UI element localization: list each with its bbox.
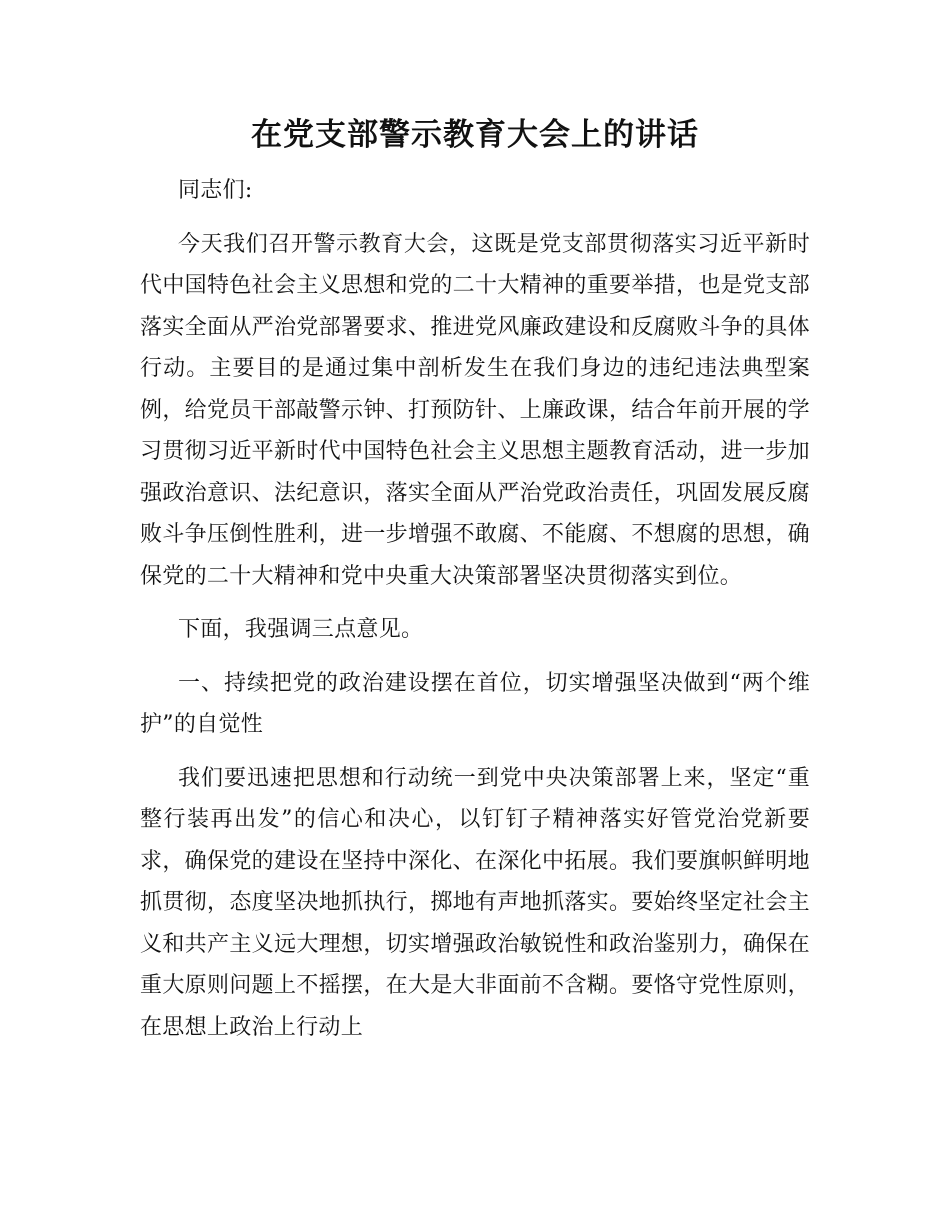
paragraph-transition: 下面，我强调三点意见。 bbox=[178, 617, 424, 642]
document-body bbox=[140, 170, 810, 1048]
document-title: 在党支部警示教育大会上的讲话 bbox=[251, 117, 699, 153]
section-heading-1: 一、持续把党的政治建设摆在首位，切实增强坚决做到“两个维护”的自觉性 bbox=[140, 670, 810, 737]
salutation: 同志们: bbox=[178, 178, 253, 203]
paragraph-section-1: 我们要迅速把思想和行动统一到党中央决策部署上来，坚定“重整行装再出发”的信心和决心，以钉钉子精神落实好管党治党新要求，确保党的建设在坚持中深化、在深化中拓展。我们要旗帜鲜明地抓贯彻，态度坚决地抓执行，掷地有声地抓落实。要始终坚定社会主义和共产主义远大理想，切实增强政治敏锐性和政治鉴别力，确保在重大原则问题上不摇摆，在大是大非面前不含糊。要恪守党性原则，在思想上政治上行动上 bbox=[140, 765, 810, 1040]
paragraph-intro: 今天我们召开警示教育大会，这既是党支部贯彻落实习近平新时代中国特色社会主义思想和党的二十大精神的重要举措，也是党支部落实全面从严治党部署要求、推进党风廉政建设和反腐败斗争的具体行动。主要目的是通过集中剖析发生在我们身边的违纪违法典型案例，给党员干部敲警示钟、打预防针、上廉政课，结合年前开展的学习贯彻习近平新时代中国特色社会主义思想主题教育活动，进一步加强政治意识、法纪意识，落实全面从严治党政治责任，巩固发展反腐败斗争压倒性胜利，进一步增强不敢腐、不能腐、不想腐的思想，确保党的二十大精神和党中央重大决策部署坚决贯彻落实到位。 bbox=[140, 231, 810, 589]
